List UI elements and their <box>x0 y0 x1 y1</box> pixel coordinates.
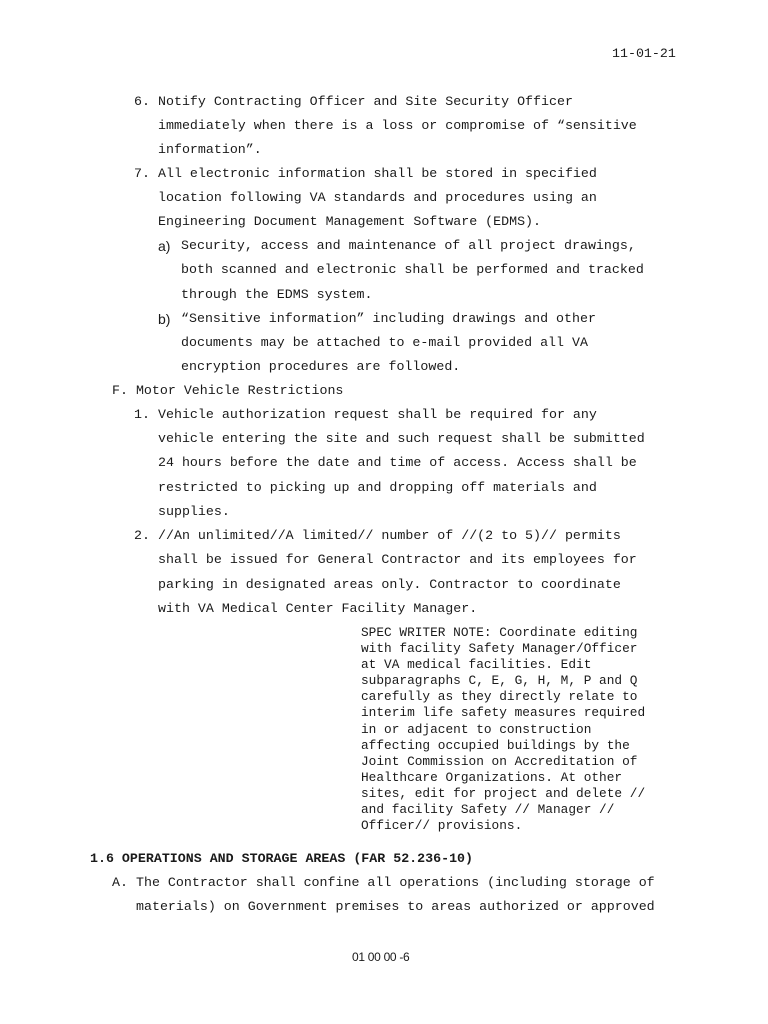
item-6-line-1: Notify Contracting Officer and Site Security Officer <box>158 94 573 109</box>
f-item-2-line-4: with VA Medical Center Facility Manager. <box>158 601 478 616</box>
spec-note-line: Healthcare Organizations. At other <box>361 769 623 785</box>
section-f-heading: F. Motor Vehicle Restrictions <box>112 383 344 398</box>
section-1-6-item-a-line-1: The Contractor shall confine all operations (including storage of <box>136 875 655 890</box>
spec-note-line: with facility Safety Manager/Officer <box>361 641 638 657</box>
item-7-line-2: location following VA standards and procedures using an <box>158 190 597 205</box>
f-item-2-line-3: parking in designated areas only. Contractor to coordinate <box>158 577 621 592</box>
header-date: 11-01-21 <box>612 46 676 61</box>
item-7-line-3: Engineering Document Management Software (EDMS). <box>158 214 542 229</box>
item-7-line-1: All electronic information shall be stored in specified <box>158 166 597 181</box>
spec-note-line: subparagraphs C, E, G, H, M, P and Q <box>361 673 638 689</box>
section-1-6-heading: 1.6 OPERATIONS AND STORAGE AREAS (FAR 52.236-10) <box>90 851 474 866</box>
section-1-6-item-a-letter: A. <box>112 875 128 890</box>
f-item-1-line-5: supplies. <box>158 504 230 519</box>
sub-a-letter: a) <box>158 238 171 254</box>
page-number: 01 00 00 -6 <box>352 950 410 964</box>
spec-note-line: sites, edit for project and delete // <box>361 785 646 801</box>
spec-note-line: interim life safety measures required <box>361 705 646 721</box>
spec-note-line: Joint Commission on Accreditation of <box>361 753 638 769</box>
spec-note-line: in or adjacent to construction <box>361 721 592 737</box>
item-6-number: 6. <box>134 94 150 109</box>
f-item-2-number: 2. <box>134 528 150 543</box>
f-item-2-line-1: //An unlimited//A limited// number of //(2 to 5)// permits <box>158 528 621 543</box>
item-7-number: 7. <box>134 166 150 181</box>
sub-b-line-2: documents may be attached to e-mail provided all VA <box>181 335 588 350</box>
f-item-1-number: 1. <box>134 407 150 422</box>
spec-note-line: SPEC WRITER NOTE: Coordinate editing <box>361 625 638 640</box>
sub-a-line-2: both scanned and electronic shall be performed and tracked <box>181 262 644 277</box>
item-6-line-3: information”. <box>158 142 262 157</box>
spec-note-line: and facility Safety // Manager // <box>361 802 615 818</box>
spec-writer-note <box>361 625 645 834</box>
sub-a-line-3: through the EDMS system. <box>181 287 373 302</box>
f-item-1-line-2: vehicle entering the site and such request shall be submitted <box>158 431 645 446</box>
sub-b-line-3: encryption procedures are followed. <box>181 359 461 374</box>
section-1-6-item-a-line-2: materials) on Government premises to areas authorized or approved <box>136 899 655 914</box>
item-6-line-2: immediately when there is a loss or compromise of “sensitive <box>158 118 637 133</box>
spec-note-line: at VA medical facilities. Edit <box>361 657 592 673</box>
sub-a-line-1: Security, access and maintenance of all project drawings, <box>181 238 636 253</box>
f-item-2-line-2: shall be issued for General Contractor and its employees for <box>158 552 637 567</box>
f-item-1-line-1: Vehicle authorization request shall be required for any <box>158 407 597 422</box>
spec-note-line: carefully as they directly relate to <box>361 689 638 705</box>
spec-note-line: affecting occupied buildings by the <box>361 737 630 753</box>
spec-note-line: Officer// provisions. <box>361 818 523 834</box>
f-item-1-line-3: 24 hours before the date and time of access. Access shall be <box>158 455 637 470</box>
f-item-1-line-4: restricted to picking up and dropping off materials and <box>158 480 597 495</box>
sub-b-line-1: “Sensitive information” including drawings and other <box>181 311 596 326</box>
sub-b-letter: b) <box>158 311 171 327</box>
